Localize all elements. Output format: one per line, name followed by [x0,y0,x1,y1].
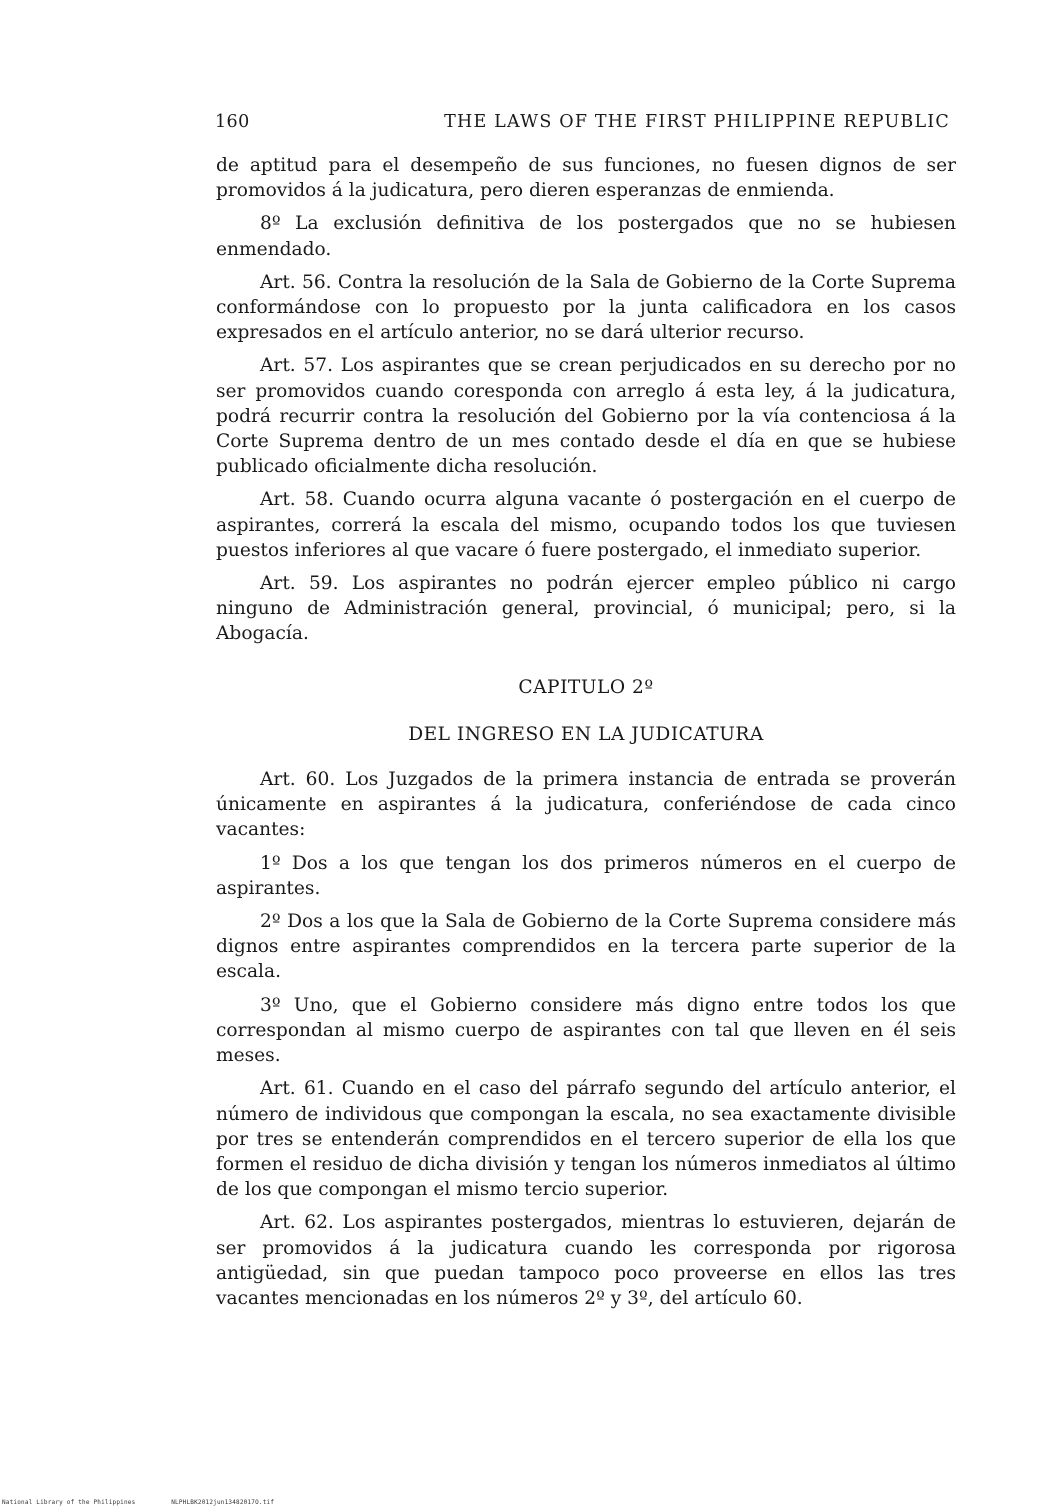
footer-library: National Library of the Philippines [2,1499,136,1506]
paragraph: Art. 60. Los Juzgados de la primera instancia de entrada se proverán únicamente en aspirantes á la judicatura, conferiéndose de cada cinco vacantes: [216,769,956,841]
paragraph: 3º Uno, que el Gobierno considere más digno entre todos los que correspondan al mismo cuerpo de aspirantes con tal que lleven en él seis meses. [216,994,956,1067]
scan-footer [2,1499,306,1506]
paragraph: de aptitud para el desempeño de sus funciones, no fuesen dignos de ser promovidos á la judicatura, pero dieren esperanzas de enmienda. [216,155,956,202]
paragraph: Art. 61. Cuando en el caso del párrafo segundo del artículo anterior, el número de individous que compongan la escala, no sea exactamente divisible por tres se entenderán comprendidos en el tercero superior de ella los que formen el residuo de dicha división y tengan los números inmediatos al último de los que compongan el mismo tercio superior. [216,1078,956,1201]
paragraphs-after [216,767,956,1311]
page-header [215,112,950,136]
chapter-title: CAPITULO 2º [518,676,654,698]
paragraph: Art. 56. Contra la resolución de la Sala de Gobierno de la Corte Suprema conformándose con lo propuesto por la junta calificadora en los casos expresados en el artículo anterior, no se dará ulterior recurso. [216,271,956,344]
body-text [216,153,956,1319]
paragraph: 2º Dos a los que la Sala de Gobierno de la Corte Suprema considere más dignos entre aspirantes comprendidos en la tercera parte superior de la escala. [216,911,956,983]
paragraph: 1º Dos a los que tengan los dos primeros números en el cuerpo de aspirantes. [216,852,956,899]
running-title: THE LAWS OF THE FIRST PHILIPPINE REPUBLIC [444,112,950,132]
chapter-subtitle: DEL INGRESO EN LA JUDICATURA [408,723,764,745]
paragraph: Art. 62. Los aspirantes postergados, mientras lo estuvieren, dejarán de ser promovidos á la judicatura cuando les corresponda por rigorosa antigüedad, sin que puedan tampoco poco proveerse en ellos las tres vacantes mencionadas en los números 2º y 3º, del artículo 60. [216,1212,956,1309]
footer-file-id: NLPHLBK2012jun13482017O.tif [171,1499,275,1506]
paragraphs-before [216,153,956,647]
paragraph: Art. 57. Los aspirantes que se crean perjudicados en su derecho por no ser promovidos cuando coresponda con arreglo á esta ley, á la judicatura, podrá recurrir contra la resolución del Gobierno por la vía contenciosa á la Corte Suprema dentro de un mes contado desde el día en que se hubiese publicado oficialmente dicha resolución. [216,355,956,478]
page-number: 160 [215,112,250,132]
paragraph: Art. 58. Cuando ocurra alguna vacante ó postergación en el cuerpo de aspirantes, correrá la escala del mismo, ocupando todos los que tuviesen puestos inferiores al que vacare ó fuere postergado, el inmediato superior. [216,489,956,561]
paragraph: 8º La exclusión definitiva de los postergados que no se hubiesen enmendado. [216,213,956,260]
paragraph: Art. 59. Los aspirantes no podrán ejercer empleo público ni cargo ninguno de Administración general, provincial, ó municipal; pero, si la Abogacía. [216,573,956,645]
